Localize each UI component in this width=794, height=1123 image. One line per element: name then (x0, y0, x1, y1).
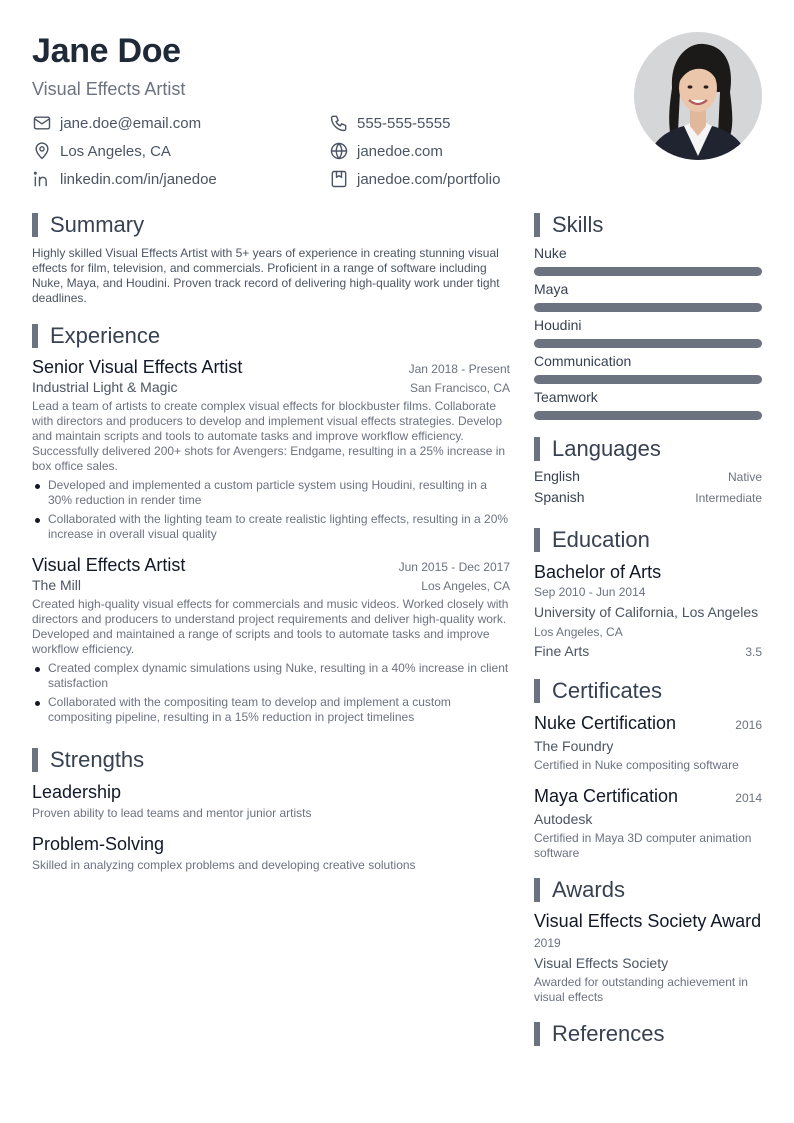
candidate-headline: Visual Effects Artist (32, 79, 186, 99)
section-accent-bar (32, 213, 38, 237)
skill-level-bar (534, 411, 762, 420)
awards-heading (534, 877, 762, 903)
strength-item (32, 781, 510, 821)
job-company-row (32, 576, 510, 594)
contact-linkedin[interactable] (32, 168, 329, 190)
candidate-name: Jane Doe (32, 32, 181, 70)
skills-title: Skills (552, 212, 604, 237)
language-level: Native (727, 470, 762, 484)
references-title: References (552, 1021, 665, 1046)
award-issuer: Visual Effects Society (534, 955, 669, 971)
education-field: Fine Arts (534, 643, 590, 659)
job-description: Lead a team of artists to create complex visual effects for blockbuster films. Collaborate with directors and producers to develop and implement visual effects strategies. Develop and maintain scripts and tools to automate tasks and improve workflow efficiency. Successfully delivered 200+ shots for Avengers: Endgame, resulting in a 25% increase in box office sales. (32, 399, 506, 473)
skill-name: Maya (534, 281, 569, 297)
education-location: Los Angeles, CA (534, 625, 623, 639)
portfolio-icon (329, 169, 349, 189)
contact-website[interactable] (329, 140, 589, 162)
section-accent-bar (32, 748, 38, 772)
certificate-name: Nuke Certification (534, 713, 677, 733)
language-level: Intermediate (695, 491, 762, 505)
mail-icon (32, 113, 52, 133)
strengths-title: Strengths (50, 747, 145, 772)
job-achievements (32, 478, 510, 542)
contact-email[interactable] (32, 112, 329, 134)
skill-item (534, 388, 762, 420)
section-accent-bar (534, 213, 540, 237)
certificate-description: Certified in Maya 3D computer animation software (534, 831, 752, 860)
strength-description: Skilled in analyzing complex problems and developing creative solutions (32, 858, 416, 872)
certificates-heading (534, 678, 762, 704)
awards-title: Awards (552, 877, 625, 902)
skill-name: Communication (534, 353, 632, 369)
job-entry (32, 554, 510, 725)
certificate-issuer: The Foundry (534, 738, 614, 754)
strengths-heading (32, 747, 510, 773)
skill-level-bar (534, 375, 762, 384)
education-entry (534, 561, 762, 660)
skill-level-bar (534, 339, 762, 348)
skill-item (534, 316, 762, 348)
skill-item (534, 244, 762, 276)
linkedin-text: linkedin.com/in/janedoe (60, 170, 217, 188)
contact-location (32, 140, 329, 162)
job-company: The Mill (32, 577, 82, 593)
achievement-item: Collaborated with the compositing team to develop and implement a custom compositing pipeline, resulting in a 15% reduction in project timelines (32, 695, 510, 725)
resume-header (32, 30, 612, 190)
job-dates: Jan 2018 - Present (408, 362, 510, 376)
section-accent-bar (534, 437, 540, 461)
skill-name: Nuke (534, 245, 567, 261)
languages-title: Languages (552, 436, 661, 461)
map-pin-icon (32, 141, 52, 161)
skill-item (534, 280, 762, 312)
portfolio-text: janedoe.com/portfolio (357, 170, 501, 188)
certificate-year: 2014 (735, 791, 762, 805)
award-name: Visual Effects Society Award (534, 911, 762, 931)
location-text: Los Angeles, CA (60, 142, 171, 160)
phone-icon (329, 113, 349, 133)
section-accent-bar (534, 679, 540, 703)
skills-list (534, 244, 762, 420)
profile-portrait-image (634, 32, 762, 160)
certificate-description: Certified in Nuke compositing software (534, 758, 739, 772)
phone-text: 555-555-5555 (357, 114, 451, 132)
strength-title: Problem-Solving (32, 834, 165, 854)
linkedin-icon (32, 169, 52, 189)
skill-name: Houdini (534, 317, 582, 333)
profile-photo (634, 32, 762, 160)
certificate-name: Maya Certification (534, 786, 679, 806)
certificate-issuer: Autodesk (534, 811, 593, 827)
award-description: Awarded for outstanding achievement in visual effects (534, 975, 748, 1004)
skills-heading (534, 212, 762, 238)
contact-info (32, 112, 612, 190)
job-location: San Francisco, CA (409, 381, 510, 395)
job-header-row (32, 356, 510, 378)
strength-item (32, 833, 510, 873)
job-description: Created high-quality visual effects for commercials and music videos. Worked closely with directors and producers to understand project requirements and deliver high-quality work. Developed and maintained a range of scripts and tools to automate tasks and improve workflow efficiency. (32, 597, 509, 656)
achievement-item: Collaborated with the lighting team to create realistic lighting effects, resulting in a 20% increase in overall visual quality (32, 512, 510, 542)
education-heading (534, 527, 762, 553)
section-accent-bar (534, 528, 540, 552)
job-dates: Jun 2015 - Dec 2017 (398, 560, 510, 574)
education-degree: Bachelor of Arts (534, 562, 662, 582)
skill-level-bar (534, 303, 762, 312)
job-company-row (32, 378, 510, 396)
languages-heading (534, 436, 762, 462)
language-item (534, 468, 762, 489)
experience-heading (32, 323, 510, 349)
section-accent-bar (534, 1022, 540, 1046)
references-heading (534, 1021, 762, 1047)
achievement-item: Developed and implemented a custom particle system using Houdini, resulting in a 30% reduction in render time (32, 478, 510, 508)
certificate-header-row (534, 712, 762, 734)
job-achievements (32, 661, 510, 725)
education-school: University of California, Los Angeles (534, 604, 759, 620)
skill-name: Teamwork (534, 389, 598, 405)
job-title: Visual Effects Artist (32, 555, 186, 575)
certificate-header-row (534, 785, 762, 807)
contact-phone[interactable] (329, 112, 589, 134)
language-item (534, 489, 762, 510)
job-header-row (32, 554, 510, 576)
award-year: 2019 (534, 936, 561, 950)
job-title: Senior Visual Effects Artist (32, 357, 243, 377)
certificate-item (534, 712, 762, 773)
section-accent-bar (534, 878, 540, 902)
education-dates: Sep 2010 - Jun 2014 (534, 585, 646, 599)
achievement-item: Created complex dynamic simulations using Nuke, resulting in a 40% increase in client satisfaction (32, 661, 510, 691)
globe-icon (329, 141, 349, 161)
education-gpa: 3.5 (745, 645, 762, 659)
skill-level-bar (534, 267, 762, 276)
certificates-title: Certificates (552, 678, 663, 703)
website-text: janedoe.com (357, 142, 443, 160)
job-entry (32, 356, 510, 542)
strength-title: Leadership (32, 782, 122, 802)
education-field-row (534, 643, 762, 660)
summary-text: Highly skilled Visual Effects Artist with 5+ years of experience in creating stunning visual effects for film, television, and commercials. Proficient in a range of software including Nuke, Maya, and Houdini. Proven track record of delivering high-quality work under tight deadlines. (32, 246, 500, 305)
section-accent-bar (32, 324, 38, 348)
strength-description: Proven ability to lead teams and mentor junior artists (32, 806, 312, 820)
contact-portfolio[interactable] (329, 168, 589, 190)
right-column (534, 212, 762, 1047)
summary-title: Summary (50, 212, 145, 237)
certificate-item (534, 785, 762, 861)
skill-item (534, 352, 762, 384)
job-location: Los Angeles, CA (421, 579, 510, 593)
email-text: jane.doe@email.com (60, 114, 202, 132)
summary-heading (32, 212, 510, 238)
certificate-year: 2016 (735, 718, 762, 732)
job-company: Industrial Light & Magic (32, 379, 178, 395)
left-column (32, 212, 510, 873)
education-title: Education (552, 527, 650, 552)
language-name: English (534, 468, 580, 484)
experience-title: Experience (50, 323, 161, 348)
language-name: Spanish (534, 489, 585, 505)
award-item (534, 911, 762, 1005)
languages-list (534, 468, 762, 510)
